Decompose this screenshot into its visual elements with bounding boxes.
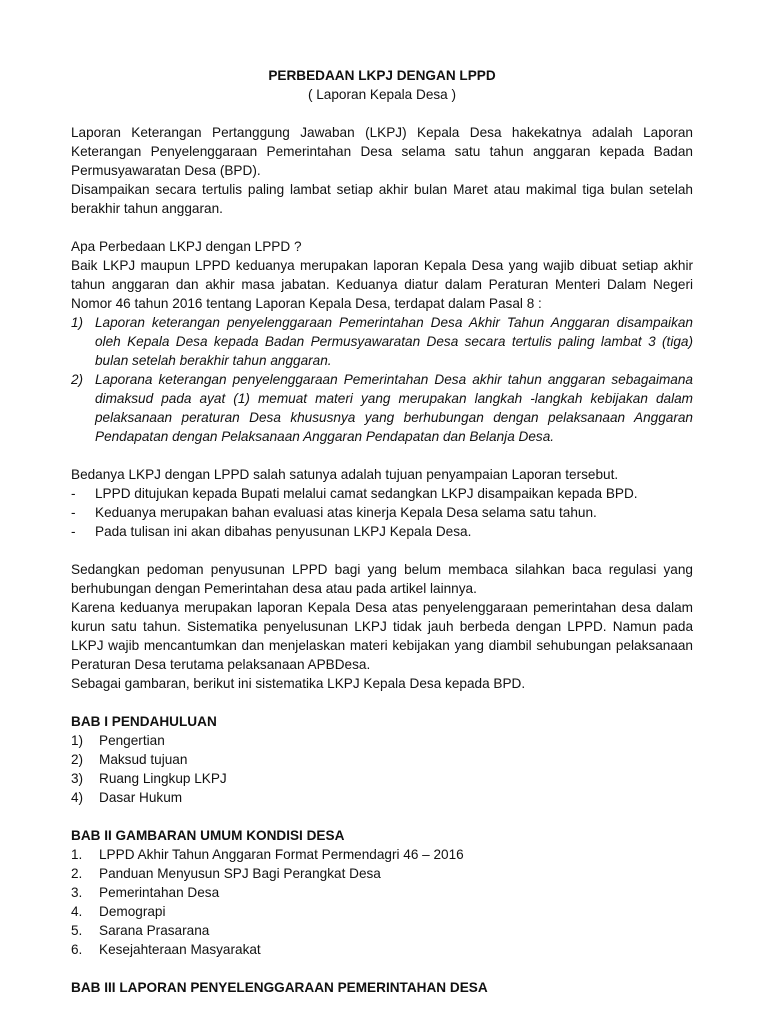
bab2-item — [71, 940, 693, 959]
pasal-item-text: Laporana keterangan penyelenggaraan Pemerintahan Desa akhir tahun anggaran sebagaimana dimaksud pada ayat (1) memuat materi yang merupakan langkah -langkah kebijakan dalam pelaksanaan peraturan Desa khususnya yang berhubungan dengan pelaksanaan Anggaran Pendapatan dengan Pelaksanaan Anggaran Pendapatan dan Belanja Desa. — [95, 372, 693, 444]
bab2-item — [71, 864, 693, 883]
question-body: Baik LKPJ maupun LPPD keduanya merupakan laporan Kepala Desa yang wajib dibuat setiap akhir tahun anggaran dan akhir masa jabatan. Keduanya diatur dalam Peraturan Menteri Dalam Negeri Nomor 46 tahun 2016 tentang Laporan Kepala Desa, terdapat dalam Pasal 8 : — [71, 258, 693, 311]
bab1-item-label: Pengertian — [99, 733, 165, 748]
difference-heading: Bedanya LKPJ dengan LPPD salah satunya adalah tujuan penyampaian Laporan tersebut. — [71, 467, 619, 482]
bab1-item-number: 1) — [71, 733, 84, 748]
bab2-item-number: 5. — [71, 923, 83, 938]
page-subtitle: ( Laporan Kepala Desa ) — [307, 87, 457, 102]
intro-paragraph-2: Disampaikan secara tertulis paling lambat setiap akhir bulan Maret atau makimal tiga bulan setelah berakhir tahun anggaran. — [71, 182, 693, 216]
bab2-item-label: Pemerintahan Desa — [99, 885, 220, 900]
bab2-item-label: Panduan Menyusun SPJ Bagi Perangkat Desa — [99, 866, 381, 881]
bab2-item — [71, 845, 693, 864]
bab1-item — [71, 769, 693, 788]
difference-bullet-1 — [71, 484, 693, 503]
bab1-item — [71, 750, 693, 769]
bullet-text: Keduanya merupakan bahan evaluasi atas kinerja Kepala Desa selama satu tahun. — [95, 505, 597, 520]
bab1-item-number: 4) — [71, 790, 84, 805]
bab1-item-number: 2) — [71, 752, 84, 767]
bullet-dash: - — [71, 524, 76, 539]
question-heading: Apa Perbedaan LKPJ dengan LPPD ? — [71, 239, 302, 254]
closing-paragraph-2: Karena keduanya merupakan laporan Kepala Desa atas penyelenggaraan pemerintahan desa dalam kurun satu tahun. Sistematika penyelusunan LKPJ tidak jauh berbeda dengan LPPD. Namun pada LKPJ wajib mencantumkan dan menjelaskan materi kebijakan yang diambil sehubungan pelaksanaan Peraturan Desa terutama pelaksanaan APBDesa. — [71, 600, 693, 672]
pasal-item-1 — [71, 313, 693, 370]
pasal-item-text: Laporan keterangan penyelenggaraan Pemerintahan Desa Akhir Tahun Anggaran disampaikan oleh Kepala Desa kepada Badan Permusyawaratan Desa secara tertulis paling lambat 3 (tiga) bulan setelah berakhir tahun anggaran. — [95, 315, 693, 368]
bab1-item-number: 3) — [71, 771, 84, 786]
bab1-item — [71, 731, 693, 750]
difference-bullet-2 — [71, 503, 693, 522]
closing-paragraph-1: Sedangkan pedoman penyusunan LPPD bagi yang belum membaca silahkan baca regulasi yang berhubungan dengan Pemerintahan desa atau pada artikel lainnya. — [71, 562, 693, 596]
bullet-dash: - — [71, 505, 76, 520]
bab2-item — [71, 902, 693, 921]
bab2-item — [71, 883, 693, 902]
bab1-item-label: Dasar Hukum — [99, 790, 183, 805]
bab1-title: BAB I PENDAHULUAN — [71, 714, 217, 729]
pasal-item-2 — [71, 370, 693, 446]
bab2-item-number: 2. — [71, 866, 83, 881]
bab2-item — [71, 921, 693, 940]
bullet-text: Pada tulisan ini akan dibahas penyusunan LKPJ Kepala Desa. — [95, 524, 472, 539]
bab2-item-label: Kesejahteraan Masyarakat — [99, 942, 261, 957]
document-content — [71, 66, 693, 997]
bab2-item-number: 4. — [71, 904, 83, 919]
difference-bullet-3 — [71, 522, 693, 541]
bab1-item-label: Ruang Lingkup LKPJ — [99, 771, 227, 786]
bab1-item — [71, 788, 693, 807]
closing-paragraph-3: Sebagai gambaran, berikut ini sistematika LKPJ Kepala Desa kepada BPD. — [71, 676, 526, 691]
bab2-item-label: Demograpi — [99, 904, 166, 919]
intro-paragraph-1: Laporan Keterangan Pertanggung Jawaban (LKPJ) Kepala Desa hakekatnya adalah Laporan Keterangan Penyelenggaraan Pemerintahan Desa selama satu tahun anggaran kepada Badan Permusyawaratan Desa (BPD). — [71, 125, 693, 178]
bab2-item-number: 6. — [71, 942, 83, 957]
bab2-item-label: LPPD Akhir Tahun Anggaran Format Permendagri 46 – 2016 — [99, 847, 464, 862]
bab2-item-number: 3. — [71, 885, 83, 900]
bullet-text: LPPD ditujukan kepada Bupati melalui camat sedangkan LKPJ disampaikan kepada BPD. — [95, 486, 638, 501]
bab2-item-number: 1. — [71, 847, 83, 862]
bab2-item-label: Sarana Prasarana — [99, 923, 210, 938]
pasal-item-number: 2) — [71, 372, 84, 387]
bab3-title: BAB III LAPORAN PENYELENGGARAAN PEMERINTAHAN DESA — [71, 980, 488, 995]
pasal-item-number: 1) — [71, 315, 84, 330]
bab2-title: BAB II GAMBARAN UMUM KONDISI DESA — [71, 828, 345, 843]
bullet-dash: - — [71, 486, 76, 501]
page-title: PERBEDAAN LKPJ DENGAN LPPD — [268, 68, 496, 83]
bab1-item-label: Maksud tujuan — [99, 752, 188, 767]
